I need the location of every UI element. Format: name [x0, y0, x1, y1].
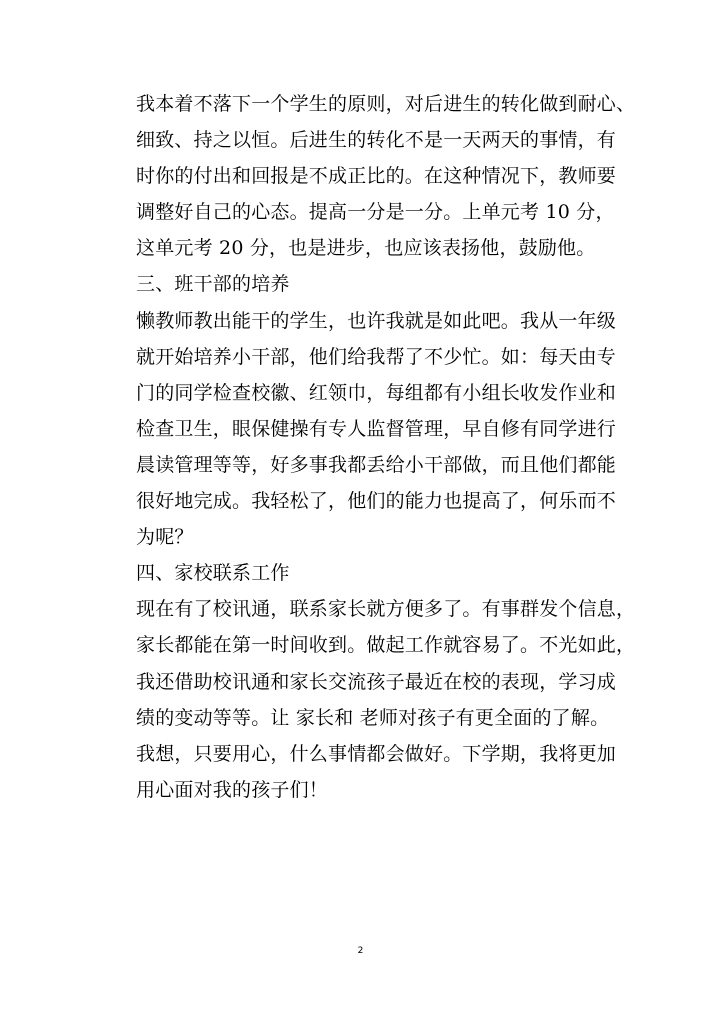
paragraph-line: 调整好自己的心态。提高一分是一分。上单元考 10 分，	[136, 201, 615, 224]
paragraph-line: 懒教师教出能干的学生，也许我就是如此吧。我从一年级	[136, 309, 617, 332]
page-number: 2	[357, 946, 364, 956]
paragraph-line: 细致、持之以恒。后进生的转化不是一天两天的事情，有	[136, 129, 617, 152]
paragraph-line: 绩的变动等等。让 家长和 老师对孩子有更全面的了解。	[136, 706, 610, 729]
section-heading: 四、家校联系工作	[136, 562, 290, 585]
paragraph-line: 门的同学检查校徽、红领巾，每组都有小组长收发作业和	[136, 381, 617, 404]
paragraph-line: 用心面对我的孩子们！	[136, 778, 329, 801]
paragraph-line: 为呢？	[136, 526, 194, 549]
paragraph-line: 时你的付出和回报是不成正比的。在这种情况下，教师要	[136, 165, 617, 188]
paragraph-line: 家长都能在第一时间收到。做起工作就容易了。不光如此，	[136, 634, 636, 657]
paragraph-line: 我还借助校讯通和家长交流孩子最近在校的表现，学习成	[136, 670, 617, 693]
paragraph-line: 现在有了校讯通，联系家长就方便多了。有事群发个信息，	[136, 598, 636, 621]
paragraph-line: 这单元考 20 分，也是进步，也应该表扬他，鼓励他。	[136, 237, 596, 260]
paragraph-line: 我想，只要用心，什么事情都会做好。下学期，我将更加	[136, 742, 617, 765]
paragraph-line: 晨读管理等等，好多事我都丢给小干部做，而且他们都能	[136, 453, 617, 476]
paragraph-line: 就开始培养小干部，他们给我帮了不少忙。如：每天由专	[136, 345, 617, 368]
paragraph-line: 很好地完成。我轻松了，他们的能力也提高了，何乐而不	[136, 490, 617, 513]
document-body	[136, 86, 636, 808]
paragraph-line: 检查卫生，眼保健操有专人监督管理，早自修有同学进行	[136, 417, 617, 440]
section-heading: 三、班干部的培养	[136, 273, 290, 296]
paragraph-line: 我本着不落下一个学生的原则，对后进生的转化做到耐心、	[136, 93, 636, 115]
